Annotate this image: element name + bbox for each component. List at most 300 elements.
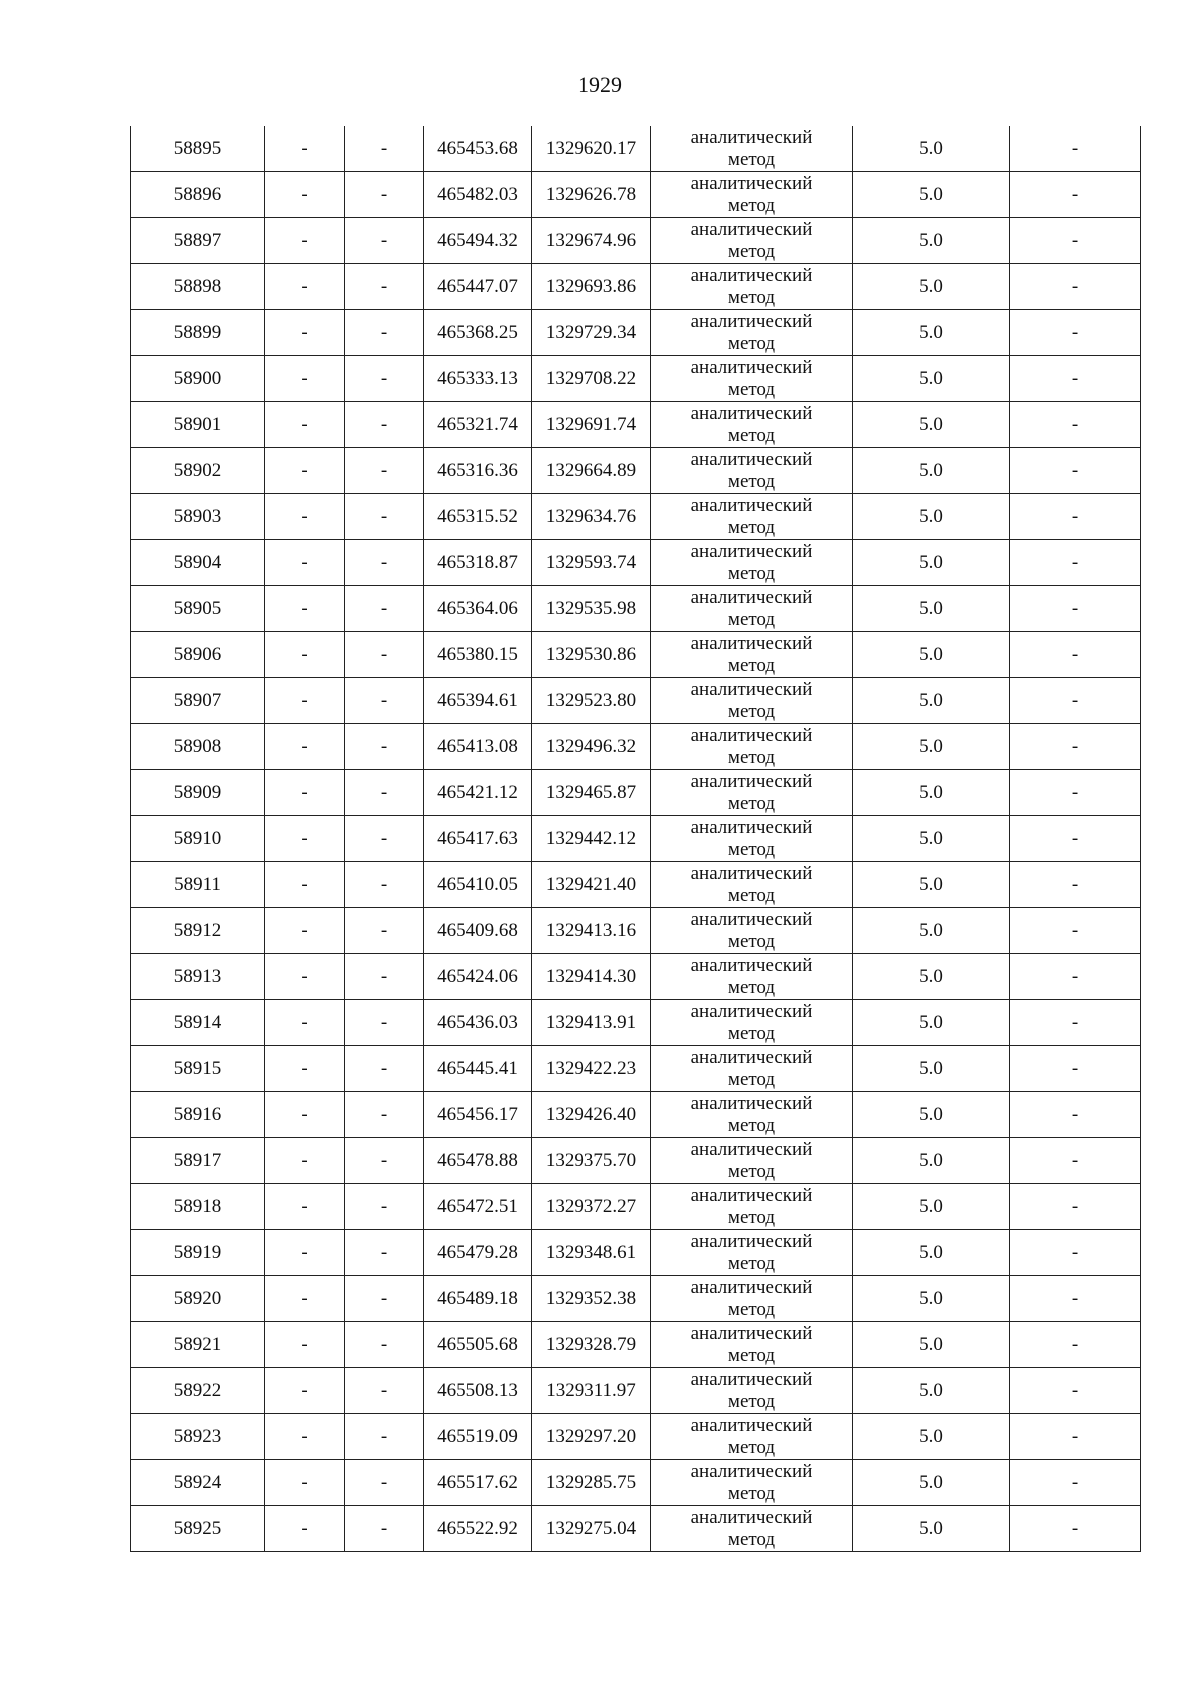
method-cell — [651, 586, 853, 632]
point-number-cell: 58919 — [131, 1230, 265, 1276]
dash-cell: - — [1010, 862, 1141, 908]
dash-cell: - — [265, 908, 345, 954]
dash-cell: - — [1010, 1368, 1141, 1414]
precision-cell: 5.0 — [853, 632, 1010, 678]
method-text-line: метод — [727, 608, 776, 630]
dash-cell: - — [1010, 540, 1141, 586]
method-cell — [651, 264, 853, 310]
table-row — [131, 632, 1141, 678]
method-text-line: метод — [727, 884, 776, 906]
method-cell — [651, 954, 853, 1000]
dash-cell: - — [345, 1046, 424, 1092]
point-number-cell: 58918 — [131, 1184, 265, 1230]
point-number-cell: 58922 — [131, 1368, 265, 1414]
y-coordinate-cell: 1329664.89 — [532, 448, 651, 494]
method-cell — [651, 678, 853, 724]
method-text-line: аналитический — [690, 1322, 813, 1344]
method-text-line: метод — [727, 1068, 776, 1090]
x-coordinate-cell: 465519.09 — [424, 1414, 532, 1460]
precision-cell: 5.0 — [853, 172, 1010, 218]
table-row — [131, 264, 1141, 310]
y-coordinate-cell: 1329311.97 — [532, 1368, 651, 1414]
method-text-line: аналитический — [690, 1506, 813, 1528]
dash-cell: - — [265, 1092, 345, 1138]
x-coordinate-cell: 465368.25 — [424, 310, 532, 356]
precision-cell: 5.0 — [853, 1322, 1010, 1368]
point-number-cell: 58912 — [131, 908, 265, 954]
method-text-line: аналитический — [690, 540, 813, 562]
method-text-line: метод — [727, 562, 776, 584]
method-cell — [651, 1046, 853, 1092]
precision-cell: 5.0 — [853, 1368, 1010, 1414]
y-coordinate-cell: 1329523.80 — [532, 678, 651, 724]
dash-cell: - — [1010, 1414, 1141, 1460]
method-cell — [651, 1230, 853, 1276]
x-coordinate-cell: 465321.74 — [424, 402, 532, 448]
method-text-line: метод — [727, 424, 776, 446]
dash-cell: - — [1010, 1322, 1141, 1368]
method-text-line: аналитический — [690, 770, 813, 792]
dash-cell: - — [345, 1276, 424, 1322]
y-coordinate-cell: 1329465.87 — [532, 770, 651, 816]
precision-cell: 5.0 — [853, 448, 1010, 494]
method-text-line: аналитический — [690, 264, 813, 286]
method-text-line: аналитический — [690, 954, 813, 976]
y-coordinate-cell: 1329413.91 — [532, 1000, 651, 1046]
table-row — [131, 540, 1141, 586]
y-coordinate-cell: 1329442.12 — [532, 816, 651, 862]
table-row — [131, 310, 1141, 356]
method-cell — [651, 862, 853, 908]
dash-cell: - — [265, 448, 345, 494]
y-coordinate-cell: 1329285.75 — [532, 1460, 651, 1506]
method-text-line: аналитический — [690, 1276, 813, 1298]
method-text-line: аналитический — [690, 402, 813, 424]
method-text-line: метод — [727, 746, 776, 768]
dash-cell: - — [345, 954, 424, 1000]
dash-cell: - — [1010, 632, 1141, 678]
point-number-cell: 58903 — [131, 494, 265, 540]
dash-cell: - — [345, 1092, 424, 1138]
dash-cell: - — [1010, 1506, 1141, 1552]
dash-cell: - — [1010, 770, 1141, 816]
x-coordinate-cell: 465315.52 — [424, 494, 532, 540]
dash-cell: - — [345, 402, 424, 448]
point-number-cell: 58910 — [131, 816, 265, 862]
table-row — [131, 770, 1141, 816]
method-text-line: аналитический — [690, 816, 813, 838]
precision-cell: 5.0 — [853, 908, 1010, 954]
dash-cell: - — [265, 1230, 345, 1276]
dash-cell: - — [265, 264, 345, 310]
method-text-line: аналитический — [690, 1230, 813, 1252]
y-coordinate-cell: 1329372.27 — [532, 1184, 651, 1230]
dash-cell: - — [265, 310, 345, 356]
point-number-cell: 58925 — [131, 1506, 265, 1552]
method-text-line: метод — [727, 1114, 776, 1136]
dash-cell: - — [345, 356, 424, 402]
dash-cell: - — [345, 172, 424, 218]
method-cell — [651, 1138, 853, 1184]
method-text-line: метод — [727, 332, 776, 354]
method-text-line: метод — [727, 700, 776, 722]
precision-cell: 5.0 — [853, 1000, 1010, 1046]
table-row — [131, 816, 1141, 862]
table-row — [131, 1230, 1141, 1276]
method-cell — [651, 1000, 853, 1046]
dash-cell: - — [1010, 310, 1141, 356]
dash-cell: - — [265, 1000, 345, 1046]
point-number-cell: 58906 — [131, 632, 265, 678]
dash-cell: - — [1010, 126, 1141, 172]
dash-cell: - — [1010, 402, 1141, 448]
y-coordinate-cell: 1329328.79 — [532, 1322, 651, 1368]
method-text-line: метод — [727, 470, 776, 492]
table-row — [131, 402, 1141, 448]
table-row — [131, 908, 1141, 954]
precision-cell: 5.0 — [853, 862, 1010, 908]
table-row — [131, 356, 1141, 402]
table-row — [131, 218, 1141, 264]
method-cell — [651, 1460, 853, 1506]
table-row — [131, 172, 1141, 218]
dash-cell: - — [345, 1000, 424, 1046]
method-cell — [651, 540, 853, 586]
y-coordinate-cell: 1329634.76 — [532, 494, 651, 540]
method-cell — [651, 356, 853, 402]
point-number-cell: 58902 — [131, 448, 265, 494]
precision-cell: 5.0 — [853, 1184, 1010, 1230]
point-number-cell: 58914 — [131, 1000, 265, 1046]
point-number-cell: 58907 — [131, 678, 265, 724]
dash-cell: - — [345, 770, 424, 816]
x-coordinate-cell: 465364.06 — [424, 586, 532, 632]
method-text-line: аналитический — [690, 310, 813, 332]
method-text-line: метод — [727, 286, 776, 308]
precision-cell: 5.0 — [853, 1230, 1010, 1276]
point-number-cell: 58905 — [131, 586, 265, 632]
dash-cell: - — [345, 1138, 424, 1184]
dash-cell: - — [265, 126, 345, 172]
x-coordinate-cell: 465318.87 — [424, 540, 532, 586]
point-number-cell: 58898 — [131, 264, 265, 310]
precision-cell: 5.0 — [853, 218, 1010, 264]
method-text-line: аналитический — [690, 1138, 813, 1160]
dash-cell: - — [345, 1184, 424, 1230]
method-text-line: аналитический — [690, 632, 813, 654]
dash-cell: - — [345, 678, 424, 724]
y-coordinate-cell: 1329729.34 — [532, 310, 651, 356]
precision-cell: 5.0 — [853, 1506, 1010, 1552]
dash-cell: - — [265, 1184, 345, 1230]
method-text-line: метод — [727, 792, 776, 814]
precision-cell: 5.0 — [853, 586, 1010, 632]
dash-cell: - — [265, 1506, 345, 1552]
dash-cell: - — [345, 1230, 424, 1276]
point-number-cell: 58924 — [131, 1460, 265, 1506]
method-text-line: метод — [727, 1298, 776, 1320]
method-text-line: аналитический — [690, 908, 813, 930]
table-row — [131, 1460, 1141, 1506]
precision-cell: 5.0 — [853, 356, 1010, 402]
x-coordinate-cell: 465479.28 — [424, 1230, 532, 1276]
y-coordinate-cell: 1329426.40 — [532, 1092, 651, 1138]
point-number-cell: 58900 — [131, 356, 265, 402]
dash-cell: - — [345, 1506, 424, 1552]
point-number-cell: 58899 — [131, 310, 265, 356]
dash-cell: - — [1010, 356, 1141, 402]
dash-cell: - — [265, 1368, 345, 1414]
x-coordinate-cell: 465453.68 — [424, 126, 532, 172]
dash-cell: - — [265, 862, 345, 908]
x-coordinate-cell: 465380.15 — [424, 632, 532, 678]
y-coordinate-cell: 1329530.86 — [532, 632, 651, 678]
dash-cell: - — [265, 724, 345, 770]
method-cell — [651, 1368, 853, 1414]
coordinates-table — [130, 126, 1141, 1552]
x-coordinate-cell: 465409.68 — [424, 908, 532, 954]
point-number-cell: 58921 — [131, 1322, 265, 1368]
method-cell — [651, 1184, 853, 1230]
table-row — [131, 1506, 1141, 1552]
dash-cell: - — [1010, 448, 1141, 494]
table-row — [131, 678, 1141, 724]
dash-cell: - — [1010, 218, 1141, 264]
dash-cell: - — [345, 816, 424, 862]
dash-cell: - — [265, 218, 345, 264]
method-cell — [651, 1276, 853, 1322]
precision-cell: 5.0 — [853, 1460, 1010, 1506]
method-text-line: метод — [727, 1390, 776, 1412]
method-text-line: аналитический — [690, 678, 813, 700]
method-text-line: метод — [727, 1022, 776, 1044]
y-coordinate-cell: 1329496.32 — [532, 724, 651, 770]
x-coordinate-cell: 465445.41 — [424, 1046, 532, 1092]
method-cell — [651, 1092, 853, 1138]
dash-cell: - — [1010, 1046, 1141, 1092]
method-text-line: метод — [727, 1528, 776, 1550]
precision-cell: 5.0 — [853, 494, 1010, 540]
precision-cell: 5.0 — [853, 1276, 1010, 1322]
method-cell — [651, 402, 853, 448]
method-text-line: метод — [727, 148, 776, 170]
table-body — [131, 126, 1141, 1552]
precision-cell: 5.0 — [853, 402, 1010, 448]
dash-cell: - — [345, 264, 424, 310]
method-cell — [651, 494, 853, 540]
method-cell — [651, 770, 853, 816]
method-cell — [651, 448, 853, 494]
y-coordinate-cell: 1329421.40 — [532, 862, 651, 908]
precision-cell: 5.0 — [853, 954, 1010, 1000]
method-text-line: метод — [727, 1252, 776, 1274]
x-coordinate-cell: 465316.36 — [424, 448, 532, 494]
dash-cell: - — [265, 1460, 345, 1506]
table-row — [131, 1138, 1141, 1184]
y-coordinate-cell: 1329375.70 — [532, 1138, 651, 1184]
x-coordinate-cell: 465436.03 — [424, 1000, 532, 1046]
table-row — [131, 586, 1141, 632]
x-coordinate-cell: 465421.12 — [424, 770, 532, 816]
y-coordinate-cell: 1329422.23 — [532, 1046, 651, 1092]
method-cell — [651, 310, 853, 356]
dash-cell: - — [1010, 586, 1141, 632]
method-text-line: метод — [727, 1160, 776, 1182]
x-coordinate-cell: 465482.03 — [424, 172, 532, 218]
table-row — [131, 1092, 1141, 1138]
method-text-line: аналитический — [690, 218, 813, 240]
method-cell — [651, 908, 853, 954]
y-coordinate-cell: 1329413.16 — [532, 908, 651, 954]
dash-cell: - — [1010, 1460, 1141, 1506]
x-coordinate-cell: 465333.13 — [424, 356, 532, 402]
table-row — [131, 1322, 1141, 1368]
x-coordinate-cell: 465478.88 — [424, 1138, 532, 1184]
point-number-cell: 58917 — [131, 1138, 265, 1184]
dash-cell: - — [345, 1460, 424, 1506]
dash-cell: - — [265, 1414, 345, 1460]
dash-cell: - — [265, 402, 345, 448]
y-coordinate-cell: 1329620.17 — [532, 126, 651, 172]
y-coordinate-cell: 1329535.98 — [532, 586, 651, 632]
method-text-line: метод — [727, 1206, 776, 1228]
table-row — [131, 1000, 1141, 1046]
x-coordinate-cell: 465472.51 — [424, 1184, 532, 1230]
table-row — [131, 1414, 1141, 1460]
point-number-cell: 58908 — [131, 724, 265, 770]
method-text-line: метод — [727, 240, 776, 262]
precision-cell: 5.0 — [853, 1046, 1010, 1092]
method-text-line: аналитический — [690, 356, 813, 378]
point-number-cell: 58895 — [131, 126, 265, 172]
y-coordinate-cell: 1329708.22 — [532, 356, 651, 402]
table-row — [131, 1046, 1141, 1092]
table-row — [131, 954, 1141, 1000]
table-row — [131, 724, 1141, 770]
dash-cell: - — [265, 678, 345, 724]
method-text-line: аналитический — [690, 1368, 813, 1390]
dash-cell: - — [345, 862, 424, 908]
method-text-line: аналитический — [690, 448, 813, 470]
y-coordinate-cell: 1329414.30 — [532, 954, 651, 1000]
dash-cell: - — [345, 908, 424, 954]
dash-cell: - — [345, 1368, 424, 1414]
dash-cell: - — [345, 310, 424, 356]
method-text-line: метод — [727, 654, 776, 676]
table-row — [131, 126, 1141, 172]
dash-cell: - — [1010, 172, 1141, 218]
precision-cell: 5.0 — [853, 264, 1010, 310]
dash-cell: - — [345, 724, 424, 770]
precision-cell: 5.0 — [853, 1414, 1010, 1460]
dash-cell: - — [1010, 1276, 1141, 1322]
dash-cell: - — [265, 770, 345, 816]
dash-cell: - — [1010, 1230, 1141, 1276]
precision-cell: 5.0 — [853, 678, 1010, 724]
method-cell — [651, 1322, 853, 1368]
y-coordinate-cell: 1329352.38 — [532, 1276, 651, 1322]
point-number-cell: 58909 — [131, 770, 265, 816]
method-text-line: аналитический — [690, 1460, 813, 1482]
method-text-line: аналитический — [690, 1414, 813, 1436]
method-cell — [651, 172, 853, 218]
point-number-cell: 58913 — [131, 954, 265, 1000]
dash-cell: - — [345, 540, 424, 586]
table-row — [131, 494, 1141, 540]
table-row — [131, 1276, 1141, 1322]
method-cell — [651, 724, 853, 770]
point-number-cell: 58915 — [131, 1046, 265, 1092]
method-text-line: метод — [727, 838, 776, 860]
y-coordinate-cell: 1329693.86 — [532, 264, 651, 310]
dash-cell: - — [1010, 494, 1141, 540]
x-coordinate-cell: 465522.92 — [424, 1506, 532, 1552]
method-text-line: аналитический — [690, 1000, 813, 1022]
precision-cell: 5.0 — [853, 816, 1010, 862]
precision-cell: 5.0 — [853, 540, 1010, 586]
point-number-cell: 58916 — [131, 1092, 265, 1138]
x-coordinate-cell: 465410.05 — [424, 862, 532, 908]
method-text-line: аналитический — [690, 1092, 813, 1114]
method-text-line: метод — [727, 1482, 776, 1504]
point-number-cell: 58923 — [131, 1414, 265, 1460]
point-number-cell: 58911 — [131, 862, 265, 908]
precision-cell: 5.0 — [853, 1092, 1010, 1138]
dash-cell: - — [265, 632, 345, 678]
x-coordinate-cell: 465505.68 — [424, 1322, 532, 1368]
point-number-cell: 58896 — [131, 172, 265, 218]
y-coordinate-cell: 1329593.74 — [532, 540, 651, 586]
method-cell — [651, 816, 853, 862]
method-cell — [651, 1506, 853, 1552]
x-coordinate-cell: 465424.06 — [424, 954, 532, 1000]
precision-cell: 5.0 — [853, 770, 1010, 816]
method-text-line: аналитический — [690, 1046, 813, 1068]
dash-cell: - — [1010, 264, 1141, 310]
dash-cell: - — [345, 1322, 424, 1368]
precision-cell: 5.0 — [853, 1138, 1010, 1184]
table-row — [131, 448, 1141, 494]
dash-cell: - — [265, 1276, 345, 1322]
table-row — [131, 1368, 1141, 1414]
dash-cell: - — [345, 218, 424, 264]
dash-cell: - — [265, 954, 345, 1000]
dash-cell: - — [1010, 1138, 1141, 1184]
dash-cell: - — [265, 1046, 345, 1092]
dash-cell: - — [1010, 954, 1141, 1000]
dash-cell: - — [265, 586, 345, 632]
dash-cell: - — [345, 1414, 424, 1460]
table-row — [131, 862, 1141, 908]
dash-cell: - — [265, 816, 345, 862]
x-coordinate-cell: 465508.13 — [424, 1368, 532, 1414]
method-text-line: метод — [727, 516, 776, 538]
precision-cell: 5.0 — [853, 724, 1010, 770]
table-row — [131, 1184, 1141, 1230]
point-number-cell: 58920 — [131, 1276, 265, 1322]
dash-cell: - — [265, 494, 345, 540]
page-number: 1929 — [578, 72, 622, 97]
x-coordinate-cell: 465394.61 — [424, 678, 532, 724]
method-text-line: аналитический — [690, 172, 813, 194]
method-text-line: метод — [727, 930, 776, 952]
method-cell — [651, 1414, 853, 1460]
dash-cell: - — [345, 586, 424, 632]
method-text-line: метод — [727, 976, 776, 998]
method-cell — [651, 218, 853, 264]
point-number-cell: 58901 — [131, 402, 265, 448]
y-coordinate-cell: 1329691.74 — [532, 402, 651, 448]
